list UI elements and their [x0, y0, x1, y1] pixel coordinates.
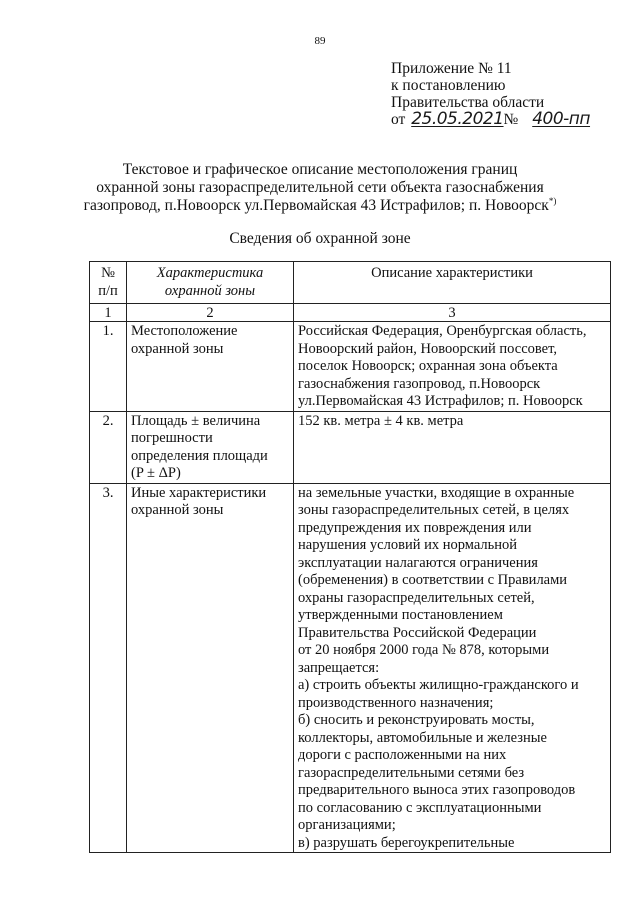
table-row — [90, 322, 611, 412]
header-num-line-2: п/п — [98, 282, 118, 299]
desc-line: эксплуатации налагаются ограничения — [298, 554, 538, 571]
appendix-authority: Правительства области — [391, 94, 545, 111]
row-num: 1. — [90, 322, 127, 412]
handwritten-number: 400-пп — [532, 109, 591, 129]
desc-line: охраны газораспределительных сетей, — [298, 589, 535, 606]
number-prefix: № — [503, 111, 519, 128]
desc-line: утвержденными постановлением — [298, 607, 503, 623]
char-line: погрешности — [131, 430, 213, 446]
row-characteristic — [127, 483, 294, 853]
header-description — [294, 262, 611, 304]
desc-line: б) сносить и реконструировать мосты, — [298, 712, 535, 728]
table-header-row — [90, 262, 611, 304]
char-line: определения площади — [131, 447, 268, 464]
desc-line: зоны газораспределительных сетей, в целях — [298, 502, 570, 518]
char-line: Местоположение — [131, 323, 238, 339]
footnote-mark: *) — [548, 195, 557, 206]
row-description — [294, 411, 611, 483]
desc-line: (обременения) в соответствии с Правилами — [298, 572, 568, 588]
title-line-3-text: газопровод, п.Новоорск ул.Первомайская 43 Истрафилов; п. Новоорск — [83, 197, 549, 214]
desc-line: по согласованию с эксплуатационными — [298, 799, 542, 816]
section-subtitle: Сведения об охранной зоне — [229, 230, 411, 247]
zone-table — [89, 261, 611, 853]
desc-line: организациями; — [298, 817, 396, 833]
char-line: (P ± ΔP) — [131, 465, 181, 481]
header-num-line-1: № — [101, 265, 115, 281]
table-index-row — [90, 304, 611, 322]
index-cell-3: 3 — [294, 304, 611, 322]
row-characteristic — [127, 322, 294, 412]
desc-line: ул.Первомайская 43 Истрафилов; п. Новоорск — [298, 393, 583, 409]
table-row — [90, 483, 611, 853]
row-description — [294, 322, 611, 412]
header-desc-text: Описание характеристики — [371, 265, 533, 281]
title-line-3 — [0, 197, 640, 215]
row-num: 3. — [90, 483, 127, 853]
header-num — [90, 262, 127, 304]
char-line: Площадь ± величина — [131, 412, 261, 429]
index-cell-1: 1 — [90, 304, 127, 322]
desc-line: нарушения условий их нормальной — [298, 537, 518, 553]
desc-line: от 20 ноября 2000 года № 878, которыми — [298, 642, 550, 658]
title-line-1: Текстовое и графическое описание местоположения границ — [122, 161, 518, 178]
desc-line: а) строить объекты жилищно-гражданского и — [298, 677, 579, 693]
char-line: Иные характеристики — [131, 484, 267, 501]
title-line-2: охранной зоны газораспределительной сети объекта газоснабжения — [96, 179, 544, 196]
desc-line: Новоорский район, Новоорский поссовет, — [298, 340, 557, 357]
handwritten-date: 25.05.2021 — [411, 109, 504, 129]
date-prefix: от — [391, 111, 406, 128]
desc-line: запрещается: — [298, 659, 380, 676]
appendix-ref-line: к постановлению — [391, 77, 506, 94]
row-description — [294, 483, 611, 853]
desc-line: производственного назначения; — [298, 694, 494, 711]
header-char-line-2: охранной зоны — [164, 282, 256, 299]
desc-line: дороги с расположенными на них — [298, 747, 507, 763]
desc-line: поселок Новоорск; охранная зона объекта — [298, 358, 558, 374]
desc-line: в) разрушать берегоукрепительные — [298, 834, 515, 851]
desc-line: газоснабжения газопровод, п.Новоорск — [298, 375, 541, 392]
row-num: 2. — [90, 411, 127, 483]
desc-line: коллекторы, автомобильные и железные — [298, 729, 547, 746]
char-line: охранной зоны — [131, 502, 224, 518]
appendix-title: Приложение № 11 — [391, 60, 512, 77]
desc-line: предварительного выноса этих газопроводов — [298, 782, 576, 798]
row-characteristic — [127, 411, 294, 483]
desc-line: 152 кв. метра ± 4 кв. метра — [298, 412, 464, 429]
desc-line: газораспределительными сетями без — [298, 764, 525, 781]
page-number: 89 — [314, 35, 326, 47]
desc-line: Российская Федерация, Оренбургская область, — [298, 323, 587, 339]
appendix-header — [391, 60, 590, 128]
index-cell-2: 2 — [127, 304, 294, 322]
document-title — [0, 161, 640, 215]
header-char-line-1: Характеристика — [156, 265, 264, 281]
appendix-date-line — [391, 111, 590, 128]
char-line: охранной зоны — [131, 340, 224, 357]
desc-line: на земельные участки, входящие в охранные — [298, 484, 575, 501]
desc-line: Правительства Российской Федерации — [298, 624, 537, 641]
table-row — [90, 411, 611, 483]
header-characteristic — [127, 262, 294, 304]
desc-line: предупреждения их повреждения или — [298, 519, 532, 536]
